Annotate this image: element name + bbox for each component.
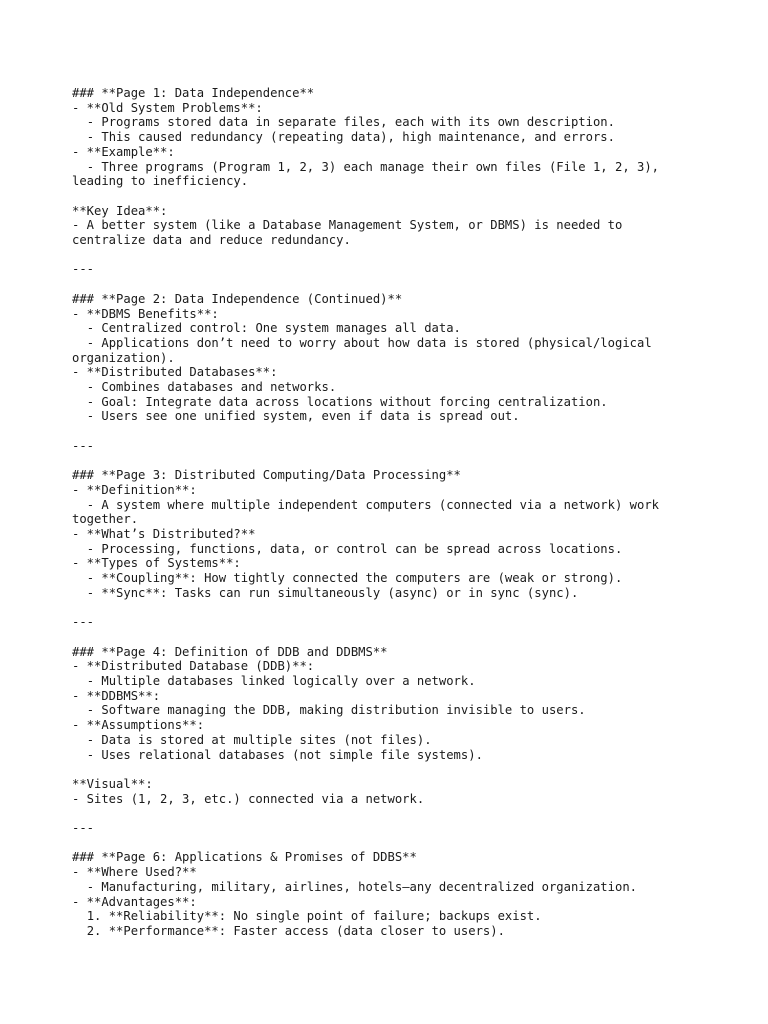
- list-item: - Programs stored data in separate files, each with its own description.: [72, 115, 615, 130]
- blank-line: [72, 454, 712, 469]
- section-heading: ### **Page 3: Distributed Computing/Data Processing**: [72, 468, 461, 483]
- section-heading: ### **Page 6: Applications & Promises of DDBS**: [72, 850, 417, 865]
- list-item: - Three programs (Program 1, 2, 3) each manage their own files (File 1, 2, 3),: [72, 159, 660, 174]
- list-item: - Processing, functions, data, or control can be spread across locations.: [72, 541, 623, 556]
- list-item: - **Types of Systems**:: [72, 556, 241, 571]
- list-item: - Centralized control: One system manages all data.: [72, 321, 461, 336]
- text-line: centralize data and reduce redundancy.: [72, 233, 351, 248]
- section-heading: ### **Page 4: Definition of DDB and DDBMS**: [72, 644, 388, 659]
- list-item: - Uses relational databases (not simple file systems).: [72, 747, 483, 762]
- blank-line: [72, 806, 712, 821]
- list-item: - Users see one unified system, even if data is spread out.: [72, 409, 520, 424]
- list-item: - **Distributed Database (DDB)**:: [72, 659, 315, 674]
- blank-line: [72, 762, 712, 777]
- list-item: - Goal: Integrate data across locations without forcing centralization.: [72, 394, 608, 409]
- list-item: - Manufacturing, military, airlines, hotels—any decentralized organization.: [72, 879, 637, 894]
- list-item: 1. **Reliability**: No single point of failure; backups exist.: [72, 909, 542, 924]
- blank-line: [72, 189, 712, 204]
- list-item: - **What’s Distributed?**: [72, 527, 256, 542]
- document-body: [72, 86, 712, 939]
- section-heading: ### **Page 1: Data Independence**: [72, 86, 315, 100]
- text-line: **Visual**:: [72, 776, 153, 791]
- list-item: - A better system (like a Database Management System, or DBMS) is needed to: [72, 218, 623, 233]
- list-item: - Combines databases and networks.: [72, 380, 337, 395]
- blank-line: [72, 630, 712, 645]
- list-item: - **Old System Problems**:: [72, 100, 263, 115]
- list-item: - **Coupling**: How tightly connected the computers are (weak or strong).: [72, 571, 623, 586]
- blank-line: [72, 836, 712, 851]
- list-item: - Multiple databases linked logically over a network.: [72, 674, 476, 689]
- list-item: - Applications don’t need to worry about how data is stored (physical/logical: [72, 335, 652, 350]
- blank-line: [72, 248, 712, 263]
- horizontal-rule: ---: [72, 615, 95, 630]
- list-item: - **Distributed Databases**:: [72, 365, 278, 380]
- blank-line: [72, 424, 712, 439]
- list-item: - **Definition**:: [72, 482, 197, 497]
- section-heading: ### **Page 2: Data Independence (Continued)**: [72, 291, 403, 306]
- list-item: - This caused redundancy (repeating data), high maintenance, and errors.: [72, 130, 615, 145]
- list-item: - **Example**:: [72, 144, 175, 159]
- list-item: - A system where multiple independent computers (connected via a network) work: [72, 497, 660, 512]
- list-item: - Sites (1, 2, 3, etc.) connected via a network.: [72, 791, 425, 806]
- horizontal-rule: ---: [72, 438, 95, 453]
- blank-line: [72, 277, 712, 292]
- text-line: leading to inefficiency.: [72, 174, 249, 189]
- text-line: organization).: [72, 350, 175, 365]
- list-item: - Software managing the DDB, making distribution invisible to users.: [72, 703, 586, 718]
- list-item: - **Assumptions**:: [72, 718, 205, 733]
- text-line: together.: [72, 512, 139, 527]
- list-item: 2. **Performance**: Faster access (data closer to users).: [72, 923, 505, 938]
- list-item: - **DBMS Benefits**:: [72, 306, 219, 321]
- list-item: - **Where Used?**: [72, 865, 197, 880]
- list-item: - **DDBMS**:: [72, 688, 161, 703]
- blank-line: [72, 601, 712, 616]
- list-item: - Data is stored at multiple sites (not files).: [72, 732, 432, 747]
- list-item: - **Sync**: Tasks can run simultaneously (async) or in sync (sync).: [72, 585, 579, 600]
- text-line: **Key Idea**:: [72, 203, 168, 218]
- horizontal-rule: ---: [72, 821, 95, 836]
- list-item: - **Advantages**:: [72, 894, 197, 909]
- horizontal-rule: ---: [72, 262, 95, 277]
